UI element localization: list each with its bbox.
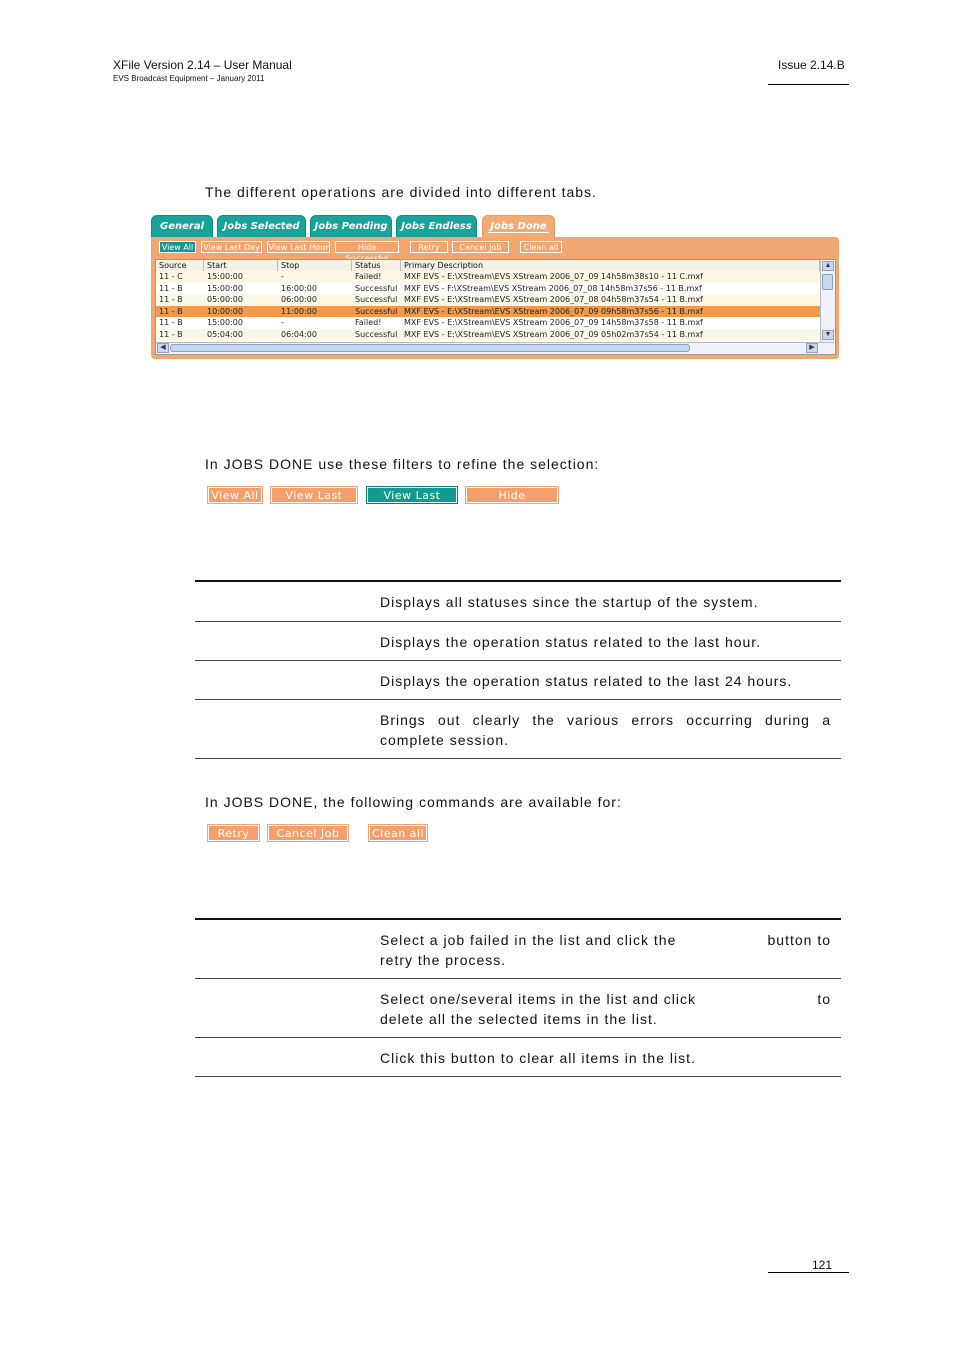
jobs-done-panel <box>151 237 839 359</box>
scroll-down-icon[interactable]: ▼ <box>822 330 834 340</box>
table-row[interactable]: 11 - C 15:00:00 - Failed! MXF EVS - E:\XStream\EVS XStream 2006_07_09 14h58m38s10 - 11 C.mxf <box>156 271 820 283</box>
table-row[interactable]: 11 - B 15:00:00 16:00:00 Successful MXF EVS - F:\XStream\EVS XStream 2006_07_08 14h58m37s56 - 11 B.mxf <box>159 283 702 293</box>
filter-description-view-last-hour: Displays the operation status related to the last hour. <box>380 634 762 650</box>
command-description-cancel-job: Select one/several items in the list and click to delete all the selected items in the list. <box>380 991 831 1027</box>
cancel-job-command-button[interactable]: Cancel Job <box>268 825 348 841</box>
clean-all-button[interactable]: Clean all <box>520 241 562 253</box>
table-row[interactable]: 11 - B 05:00:00 06:00:00 Successful MXF EVS - E:\XStream\EVS XStream 2006_07_08 04h58m37s54 - 11 B.mxf <box>156 294 820 306</box>
view-last-hour-button[interactable]: View Last Hour <box>268 243 329 252</box>
command-table-top-rule <box>195 918 841 920</box>
column-header-source[interactable]: Source <box>156 260 204 271</box>
view-all-filter-button[interactable]: View All <box>208 487 262 503</box>
scroll-left-icon[interactable]: ◀ <box>157 343 169 353</box>
hide-successful-filter-button[interactable]: Hide Successful <box>466 487 558 503</box>
page-number: 121 <box>812 1258 833 1272</box>
retry-button[interactable]: Retry <box>410 241 448 253</box>
command-description-retry: Select a job failed in the list and click the button to retry the process. <box>380 932 831 968</box>
command-table-bottom-rule <box>195 1076 841 1077</box>
view-last-day-filter-button[interactable]: View Last Day <box>271 487 357 503</box>
filter-table-top-rule <box>195 580 841 582</box>
view-last-day-button[interactable]: View Last Day <box>201 241 262 253</box>
table-row-selected[interactable]: 11 - B 10:00:00 11:00:00 Successful MXF EVS - E:\XStream\EVS XStream 2006_07_09 09h58m37s56 - 11 B.mxf <box>156 306 820 318</box>
intro-text: The different operations are divided into different tabs. <box>205 184 597 200</box>
horizontal-scrollbar[interactable] <box>156 342 834 354</box>
view-last-hour-filter-button[interactable]: View Last Hour <box>367 487 457 503</box>
filter-description-view-all: Displays all statuses since the startup of the system. <box>380 594 759 610</box>
tab-jobs-pending[interactable]: Jobs Pending <box>310 215 392 238</box>
footer-rule <box>768 1272 849 1273</box>
document-subtitle: EVS Broadcast Equipment – January 2011 <box>113 74 265 83</box>
vertical-scrollbar[interactable] <box>820 260 835 342</box>
column-header-description[interactable]: Primary Description <box>401 260 820 271</box>
header-rule <box>768 84 849 85</box>
vertical-scroll-thumb[interactable] <box>822 274 833 290</box>
filters-intro-text: In JOBS DONE use these filters to refine the selection: <box>205 456 600 472</box>
horizontal-scroll-thumb[interactable] <box>170 344 690 352</box>
scroll-right-icon[interactable]: ▶ <box>806 343 818 353</box>
filter-table-bottom-rule <box>195 758 841 759</box>
column-header-stop[interactable]: Stop <box>278 260 352 271</box>
hide-successful-button[interactable]: Hide <box>335 241 399 253</box>
command-description-clean-all: Click this button to clear all items in the list. <box>380 1050 696 1066</box>
cancel-job-button[interactable]: Cancel Job <box>452 241 509 253</box>
table-rule <box>195 621 841 622</box>
table-rule <box>195 660 841 661</box>
commands-intro-text: In JOBS DONE, the following commands are available for: <box>205 794 622 810</box>
jobs-grid <box>155 259 836 355</box>
table-rule <box>195 1037 841 1038</box>
table-row[interactable]: 11 - B 15:00:00 - Failed! MXF EVS - E:\XStream\EVS XStream 2006_07_09 14h58m37s58 - 11 B.mxf <box>159 318 703 327</box>
retry-command-button[interactable]: Retry <box>208 825 259 841</box>
tab-general[interactable]: General <box>151 215 213 238</box>
document-title: XFile Version 2.14 – User Manual <box>113 58 292 72</box>
column-header-status[interactable]: Status <box>352 260 401 271</box>
table-rule <box>195 978 841 979</box>
view-all-button[interactable]: View All <box>159 241 196 253</box>
column-header-start[interactable]: Start <box>204 260 278 271</box>
table-rule <box>195 699 841 700</box>
tab-jobs-endless[interactable]: Jobs Endless <box>396 215 477 238</box>
clean-all-command-button[interactable]: Clean all <box>369 825 427 841</box>
tab-jobs-selected[interactable]: Jobs Selected <box>217 215 306 238</box>
table-row[interactable]: 11 - B 05:04:00 06:04:00 Successful MXF EVS - E:\XStream\EVS XStream 2006_07_09 05h02m37s54 - 11 B.mxf <box>156 329 820 341</box>
filter-description-view-last-day: Displays the operation status related to the last 24 hours. <box>380 673 793 689</box>
filter-description-hide-successful: Brings out clearly the various errors occurring during a complete session. <box>380 712 831 748</box>
tab-jobs-done[interactable]: Jobs Done <box>482 215 555 238</box>
issue-number: Issue 2.14.B <box>778 58 845 72</box>
scroll-up-icon[interactable]: ▲ <box>822 261 834 271</box>
